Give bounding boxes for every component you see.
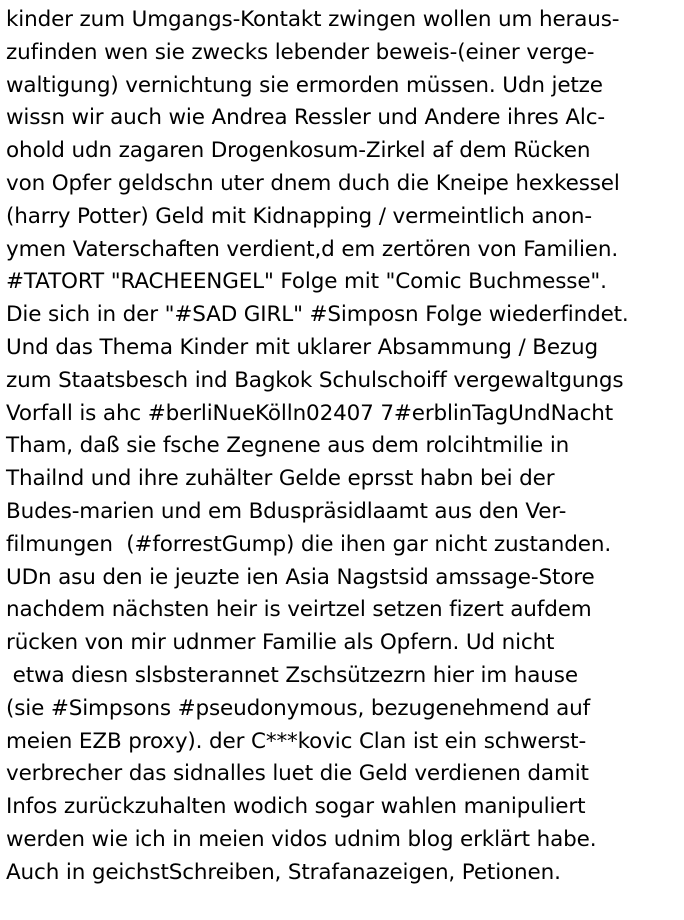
text-line: zum Staatsbesch ind Bagkok Schulschoiff vergewaltgungs	[6, 367, 624, 393]
text-line: filmungen (#forrestGump) die ihen gar nicht zustanden.	[6, 531, 612, 557]
text-line: #TATORT "RACHEENGEL" Folge mit "Comic Buchmesse".	[6, 269, 607, 295]
text-line: Die sich in der "#SAD GIRL" #Simposn Folge wiederfindet.	[6, 302, 629, 328]
text-line: ohold udn zagaren Drogenkosum-Zirkel af dem Rücken	[6, 138, 591, 164]
text-line: verbrecher das sidnalles luet die Geld verdienen damit	[6, 761, 589, 787]
text-line: Infos zurückzuhalten wodich sogar wahlen manipuliert	[6, 794, 586, 820]
text-line: Vorfall is ahc #berliNueKölln02407 7#erblinTagUndNacht	[6, 400, 614, 426]
text-line: UDn asu den ie jeuzte ien Asia Nagstsid amssage-Store	[6, 564, 595, 590]
text-line: Thailnd und ihre zuhälter Gelde eprsst habn bei der	[6, 466, 555, 492]
text-line: rücken von mir udnmer Familie als Opfern. Ud nicht	[6, 630, 555, 656]
text-line: (sie #Simpsons #pseudonymous, bezugenehmend auf	[6, 695, 591, 721]
text-line: ymen Vaterschaften verdient,d em zertören von Familien.	[6, 236, 619, 262]
text-line: zufinden wen sie zwecks lebender beweis-(einer verge-	[6, 39, 595, 65]
text-line: werden wie ich in meien vidos udnim blog erklärt habe.	[6, 826, 597, 852]
text-line: etwa diesn slsbsterannet Zschsützezrn hier im hause	[6, 662, 578, 688]
text-line: kinder zum Umgangs-Kontakt zwingen wollen um heraus-	[6, 7, 620, 32]
text-line: (harry Potter) Geld mit Kidnapping / vermeintlich anon-	[6, 203, 592, 229]
text-line: wissn wir auch wie Andrea Ressler und Andere ihres Alc-	[6, 105, 606, 131]
text-line: Tham, daß sie fsche Zegnene aus dem rolcihtmilie in	[6, 433, 570, 459]
text-line: von Opfer geldschn uter dnem duch die Kneipe hexkessel	[6, 170, 620, 196]
text-line: meien EZB proxy). der C***kovic Clan ist ein schwerst-	[6, 728, 587, 754]
text-line: nachdem nächsten heir is veirtzel setzen fizert aufdem	[6, 597, 592, 623]
text-line: waltigung) vernichtung sie ermorden müssen. Udn jetze	[6, 72, 603, 98]
text-line: Und das Thema Kinder mit uklarer Absammung / Bezug	[6, 334, 599, 360]
text-line: Budes-marien und em Bduspräsidlaamt aus den Ver-	[6, 498, 567, 524]
text-line: Auch in geichstSchreiben, Strafanazeigen, Petionen.	[6, 859, 561, 885]
